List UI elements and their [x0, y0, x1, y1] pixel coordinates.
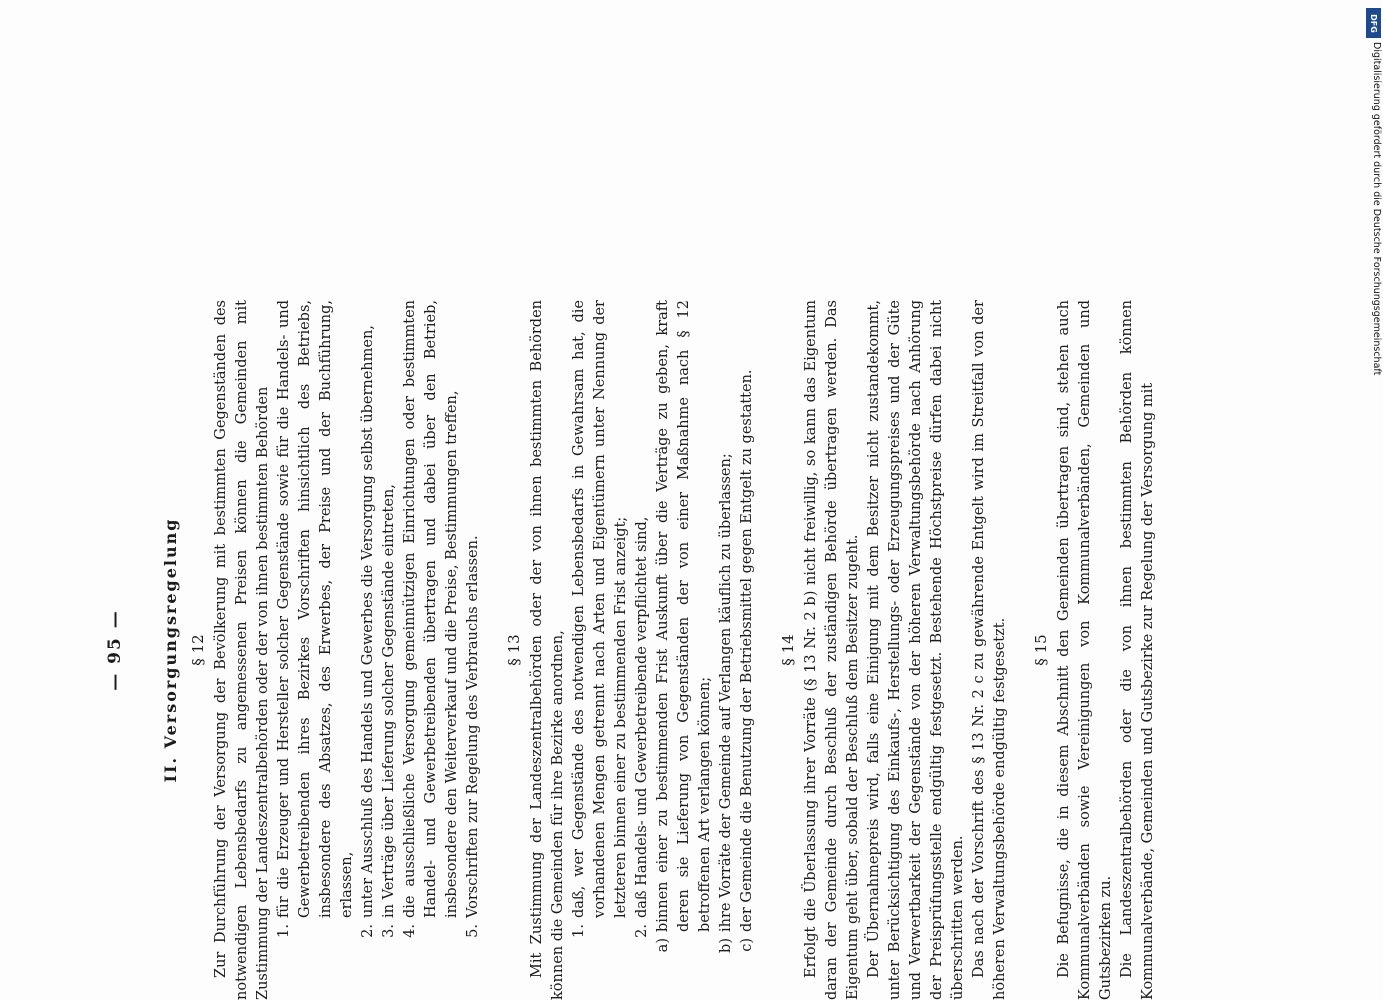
digitization-credit — [1366, 8, 1383, 408]
paragraph-12-heading: § 12 — [189, 634, 207, 666]
paragraph-12-intro: Zur Durchführung der Versorgung der Bevölkerung mit bestimmten Gegenständen des notwendigen Lebensbedarfs zu angemessenen Preisen können die Gemeinden mit Zustimmung der Landeszentralbehörden oder der von ihnen bestimmten Behörden — [213, 300, 271, 1000]
list-item: c) der Gemeinde die Benutzung der Betriebsmittel gegen Entgelt zu gestatten. — [739, 369, 755, 952]
printed-page — [105, 300, 1260, 1000]
paragraph-13-list — [569, 300, 653, 1000]
paragraph-15-text-1: Die Befugnisse, die in diesem Abschnitt den Gemeinden übertragen sind, stehen auch Kommunalverbänden sowie Vereinigungen von Kommunalverbänden, Gemeinden und Gutsbezirken zu. — [1056, 300, 1114, 1000]
list-item: 2. unter Ausschluß des Handels und Gewerbes die Versorgung selbst übernehmen, — [360, 325, 376, 938]
list-item: a) binnen einer zu bestimmenden Frist Auskunft über die Verträge zu geben, kraft deren sie Lieferung von Gegenständen der von einer Maßnahme nach § 12 betroffenen Art verlangen können; — [655, 300, 713, 953]
paragraph-14-text-2: Der Übernahmepreis wird, falls eine Einigung mit dem Besitzer nicht zustandekommt, unter Berücksichtigung des Einkaufs-, Herstellungs- oder Erzeugungspreises und der Güte und Verwertbarkeit der Gegenstände von der höheren Verwaltungsbehörde nach Anhörung der Preisprüfungsstelle endgültig festgesetzt. Bestehende Höchstpreise dürfen dabei nicht überschritten werden. — [866, 300, 966, 1000]
paragraph-12-list — [274, 300, 484, 1000]
dfg-logo-icon: DFG — [1366, 8, 1381, 38]
paragraph-13-sublist — [653, 300, 758, 1000]
paragraph-15-text-2: Die Landeszentralbehörden oder die von ihnen bestimmten Behörden können Kommunalverbände, Gemeinden und Gutsbezirke zur Regelung der Versorgung mit — [1119, 300, 1156, 1000]
section-title: II. Versorgungsregelung — [161, 517, 180, 783]
paragraph-14-heading: § 14 — [779, 634, 797, 666]
paragraph-13-heading: § 13 — [505, 634, 523, 666]
list-item: 1. daß, wer Gegenstände des notwendigen Lebensbedarfs in Gewahrsam hat, die vorhandenen Mengen getrennt nach Arten und Eigentümern unter Nennung der letzteren binnen einer zu bestimmenden Frist anzeigt; — [571, 300, 629, 938]
list-item: 2. daß Handels- und Gewerbetreibende verpflichtet sind, — [634, 516, 650, 938]
paragraph-14-text-3: Das nach der Vorschrift des § 13 Nr. 2 c zu gewährende Entgelt wird im Streitfall von der höheren Verwaltungsbehörde endgültig festgesetzt. — [971, 300, 1008, 1000]
list-item: 3. in Verträge über Lieferung solcher Gegenstände eintreten, — [381, 484, 397, 938]
page-number: — 95 — — [105, 609, 125, 691]
list-item: 4. die ausschließliche Versorgung gemeinnützigen Einrichtungen oder bestimmten Handel- und Gewerbetreibenden übertragen und dabei über den Betrieb, insbesondere den Weiterverkauf und die Preise, Bestimmungen treffen, — [402, 300, 460, 938]
paragraph-14-text-1: Erfolgt die Überlassung ihrer Vorräte (§ 13 Nr. 2 b) nicht freiwillig, so kann das Eigentum daran der Gemeinde durch Beschluß der zuständigen Behörde übertragen werden. Das Eigentum geht über, sobald der Beschluß dem Besitzer zugeht. — [803, 300, 861, 1000]
paragraph-13-intro: Mit Zustimmung der Landeszentralbehörden oder der von ihnen bestimmten Behörden können die Gemeinden für ihre Bezirke anordnen, — [529, 300, 566, 1000]
list-item: 5. Vorschriften zur Regelung des Verbrauchs erlassen. — [465, 535, 481, 938]
credit-text: Digitalisierung gefördert durch die Deutsche Forschungsgemeinschaft — [1371, 42, 1382, 376]
list-item: 1. für die Erzeuger und Hersteller solcher Gegenstände sowie für die Handels- und Gewerbetreibenden ihres Bezirkes Vorschriften hinsichtlich des Betriebs, insbesondere des Absatzes, des Erwerbes, der Preise und der Buchführung, erlassen, — [276, 300, 355, 938]
paragraph-15-heading: § 15 — [1032, 634, 1050, 666]
list-item: b) ihre Vorräte der Gemeinde auf Verlangen käuflich zu überlassen; — [718, 453, 734, 953]
